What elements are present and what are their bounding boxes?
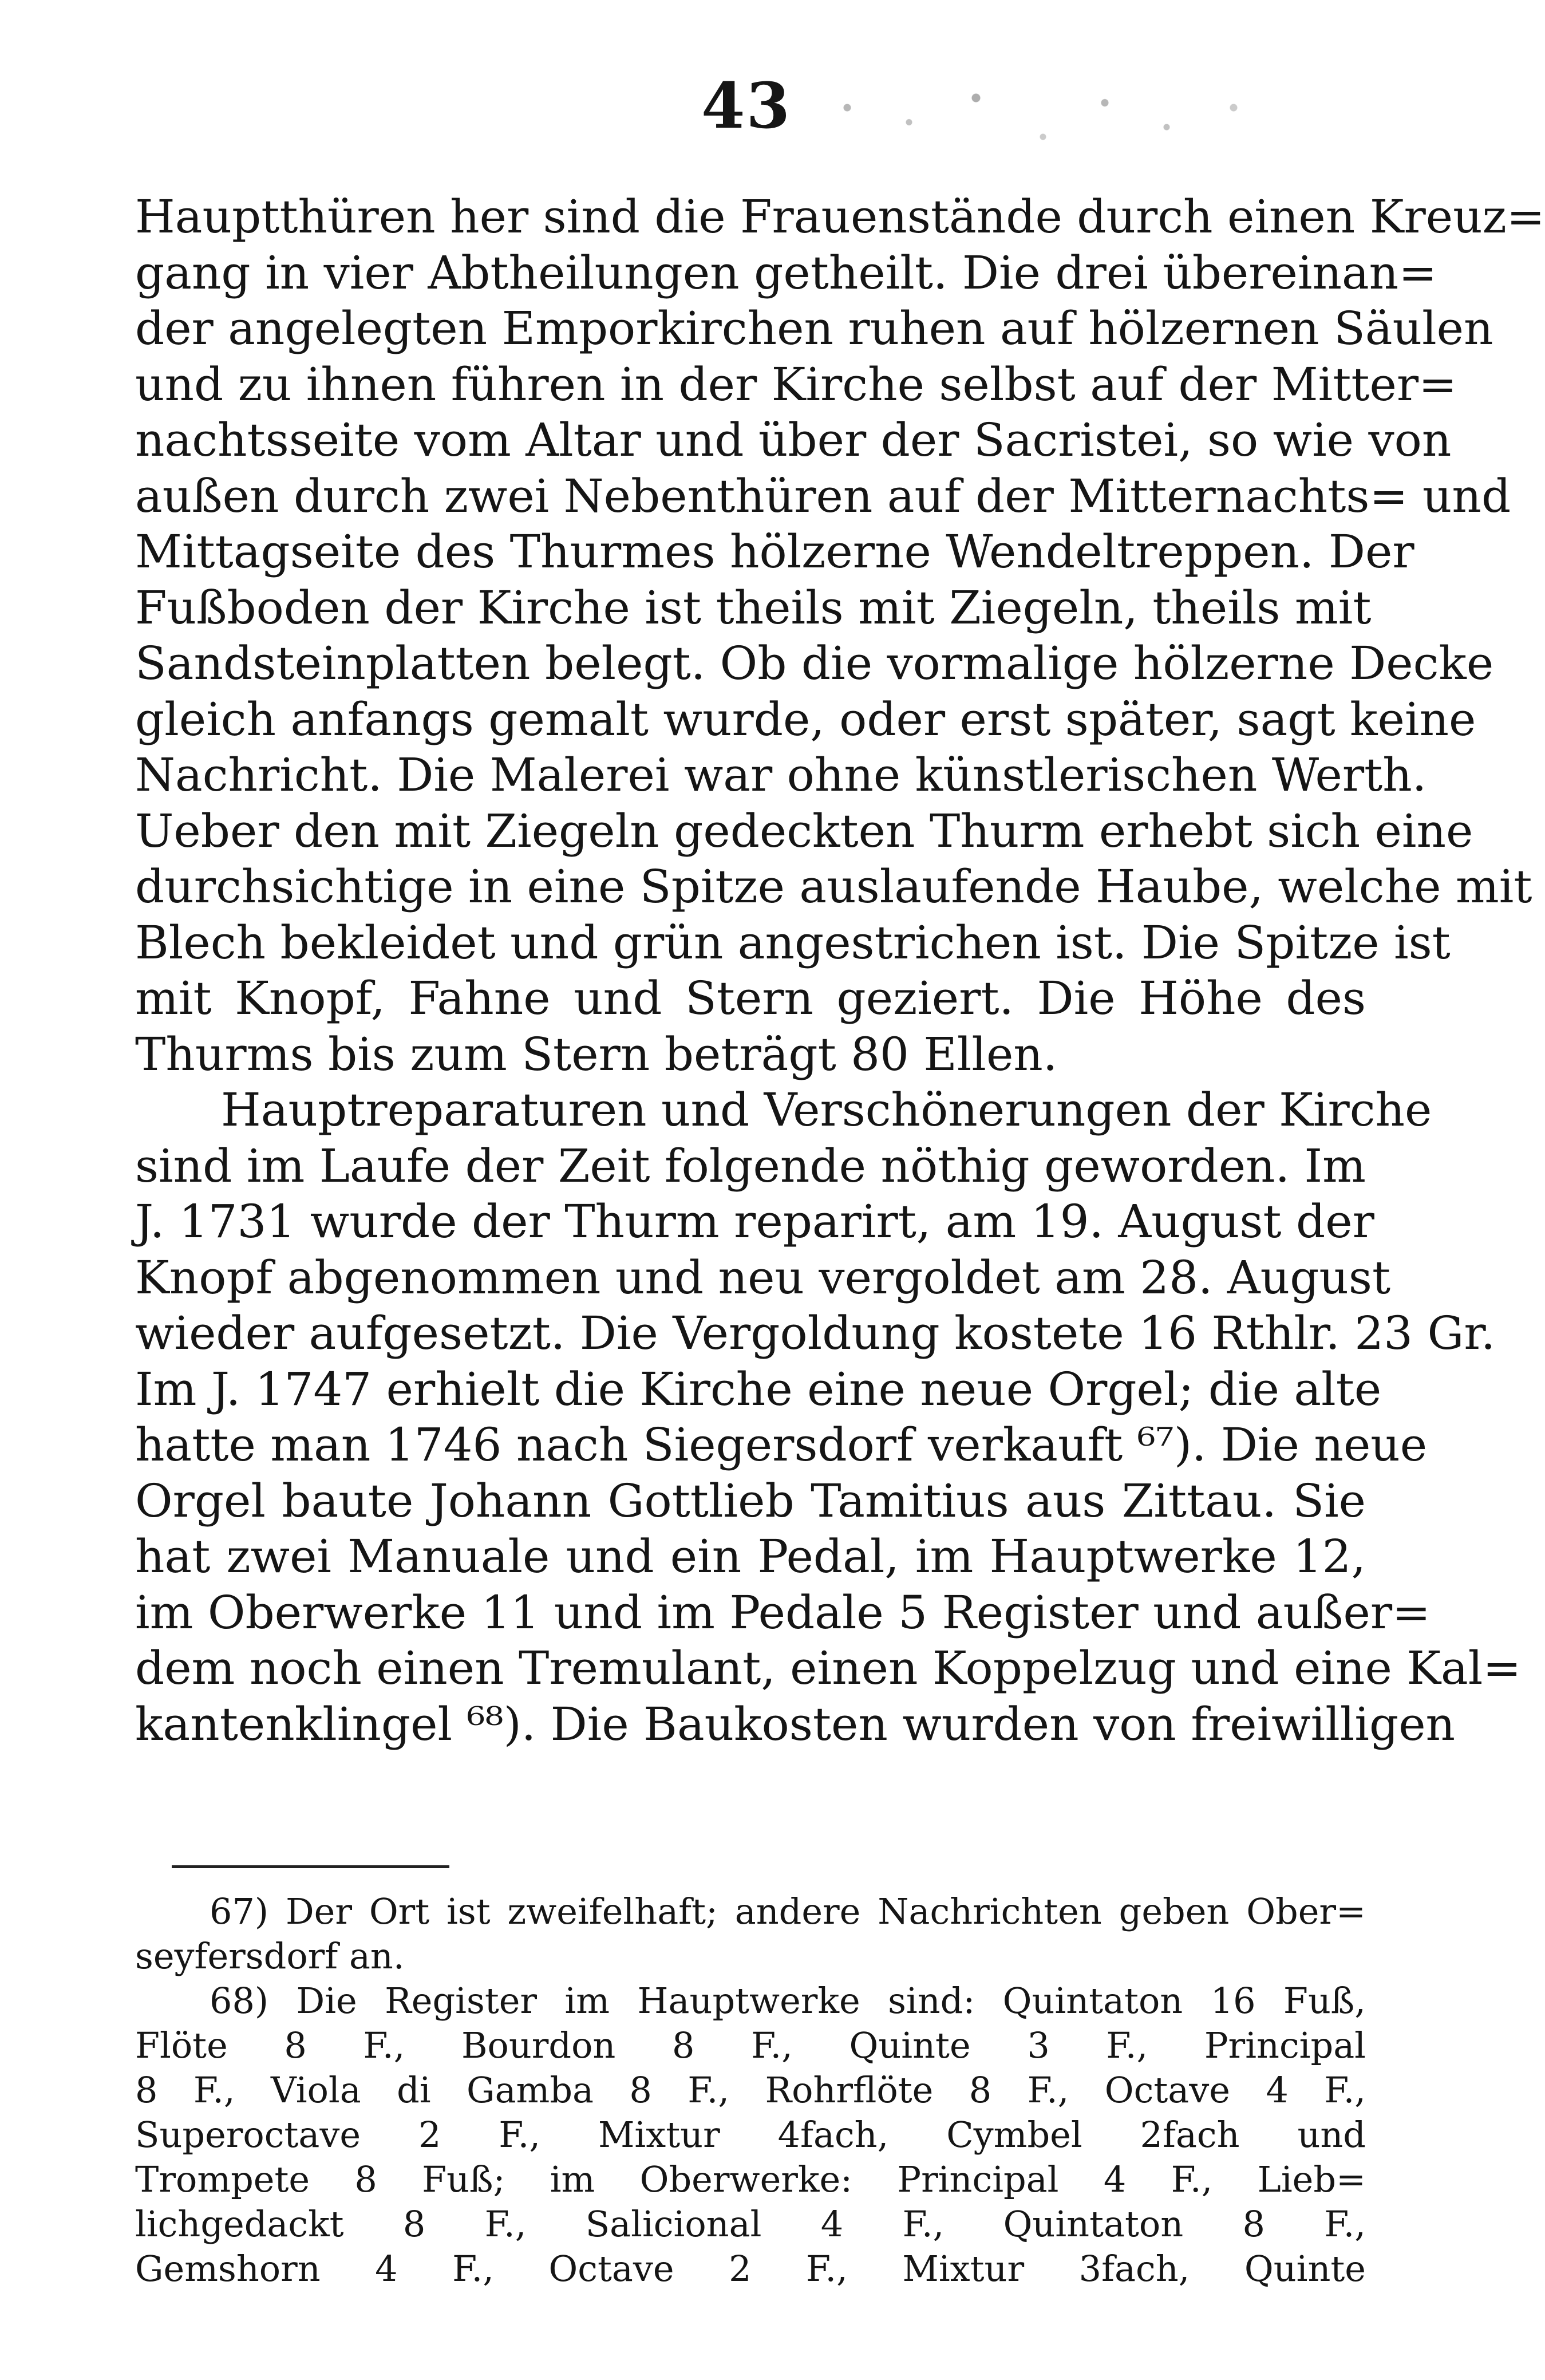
text-line: dem noch einen Tremulant, einen Koppelzug und eine Kal= [135,1641,1522,1695]
footnote-line: Flöte 8 F., Bourdon 8 F., Quinte 3 F., Principal [135,2024,1366,2066]
footnote-line: Superoctave 2 F., Mixtur 4fach, Cymbel 2fach und [135,2114,1366,2156]
text-line: und zu ihnen führen in der Kirche selbst auf der Mitter= [135,357,1457,411]
text-line: Ueber den mit Ziegeln gedeckten Thurm erhebt sich eine [135,804,1473,858]
text-line: Sandsteinplatten belegt. Ob die vormalige hölzerne Decke [135,637,1494,690]
page-number: 43 [701,69,792,143]
footnote-line: 68) Die Register im Hauptwerke sind: Quintaton 16 Fuß, [210,1980,1366,2022]
text-line: gang in vier Abtheilungen getheilt. Die drei übereinan= [135,246,1437,299]
text-line: der angelegten Emporkirchen ruhen auf hölzernen Säulen [135,302,1493,355]
text-line: Nachricht. Die Malerei war ohne künstlerischen Werth. [135,748,1427,802]
text-line: außen durch zwei Nebenthüren auf der Mitternachts= und [135,469,1511,523]
text-line: mit Knopf, Fahne und Stern geziert. Die Höhe des [135,972,1366,1025]
text-line: J. 1731 wurde der Thurm reparirt, am 19. August der [135,1195,1374,1248]
text-line: durchsichtige in eine Spitze auslaufende Haube, welche mit [135,860,1532,913]
footnote-line: 67) Der Ort ist zweifelhaft; andere Nachrichten geben Ober= [210,1890,1366,1932]
footnote-line: Gemshorn 4 F., Octave 2 F., Mixtur 3fach, Quinte [135,2248,1366,2290]
footnote-separator [172,1865,449,1868]
text-line: Hauptthüren her sind die Frauenstände durch einen Kreuz= [135,190,1545,243]
footnote-line: lichgedackt 8 F., Salicional 4 F., Quintaton 8 F., [135,2203,1366,2245]
text-line: Orgel baute Johann Gottlieb Tamitius aus Zittau. Sie [135,1474,1366,1528]
text-line: sind im Laufe der Zeit folgende nöthig geworden. Im [135,1139,1366,1193]
text-line: gleich anfangs gemalt wurde, oder erst später, sagt keine [135,692,1476,746]
footnotes [135,1889,1366,2291]
text-line: Fußboden der Kirche ist theils mit Ziegeln, theils mit [135,581,1372,634]
text-line: Thurms bis zum Stern beträgt 80 Ellen. [135,1027,1058,1081]
text-line: nachtsseite vom Altar und über der Sacristei, so wie von [135,413,1452,467]
footnote-line: seyfersdorf an. [135,1935,405,1977]
text-line: Hauptreparaturen und Verschönerungen der Kirche [221,1083,1432,1136]
text-line: Im J. 1747 erhielt die Kirche eine neue Orgel; die alte [135,1362,1382,1416]
print-noise-mark [796,69,1311,166]
text-line: Mittagseite des Thurmes hölzerne Wendeltreppen. Der [135,525,1414,578]
body-text [135,189,1545,1752]
text-line: wieder aufgesetzt. Die Vergoldung kostete 16 Rthlr. 23 Gr. [135,1307,1496,1360]
footnote-line: 8 F., Viola di Gamba 8 F., Rohrflöte 8 F., Octave 4 F., [135,2069,1366,2111]
text-line: hat zwei Manuale und ein Pedal, im Hauptwerke 12, [135,1530,1366,1583]
text-line: im Oberwerke 11 und im Pedale 5 Register und außer= [135,1585,1431,1639]
text-line: Knopf abgenommen und neu vergoldet am 28. August [135,1250,1391,1304]
footnote-line: Trompete 8 Fuß; im Oberwerke: Principal 4 F., Lieb= [135,2158,1366,2200]
text-line: kantenklingel ⁶⁸). Die Baukosten wurden von freiwilligen [135,1697,1456,1751]
text-line: hatte man 1746 nach Siegersdorf verkauft ⁶⁷). Die neue [135,1418,1428,1471]
text-line: Blech bekleidet und grün angestrichen ist. Die Spitze ist [135,915,1451,969]
